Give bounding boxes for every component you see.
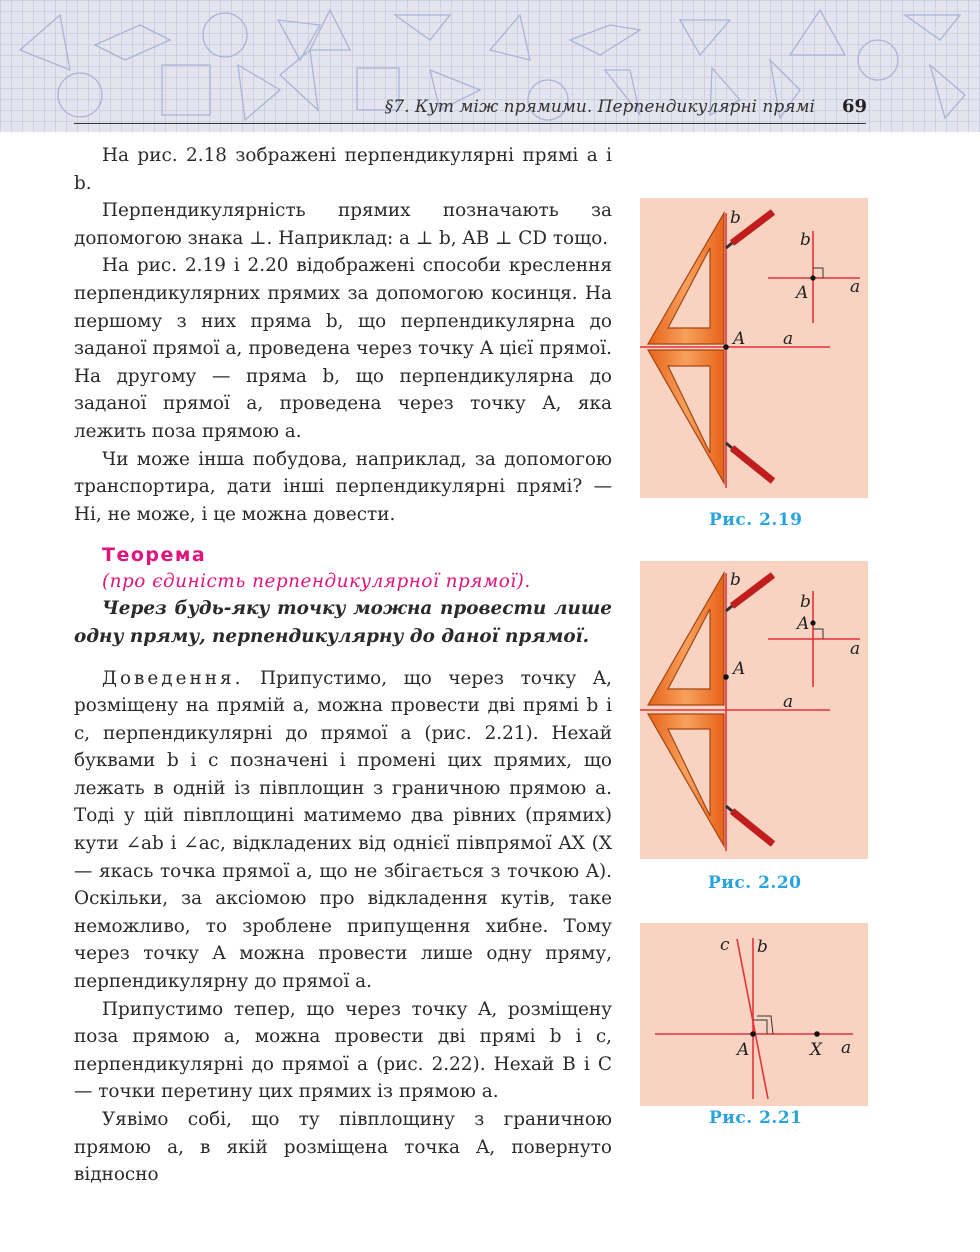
label-a: a [841, 1038, 852, 1058]
label-a: a [783, 692, 794, 712]
label-A: A [733, 329, 746, 349]
label-b: b [730, 570, 741, 590]
inset-label-A: A [796, 283, 809, 303]
theorem-subtitle: (про єдиність перпендикулярної прямої). [102, 571, 531, 593]
header-rule [74, 123, 866, 124]
running-head: §7. Кут між прямими. Перпендикулярні прямі [384, 97, 815, 117]
set-square-top [648, 213, 724, 344]
proof-text: Припустимо, що через точку A, розміщену на прямій a, можна провести дві прямі b і c, перпендикулярні до прямої a (рис. 2.21). Нехай буквами b і c позначені і промені цих прямих, що лежать в одній із півплощин з граничною прямою a. Тоді у цій півплощині матимемо два рівних (прямих) кути ∠ab і ∠ac, відкладених від однієї півпрямої AX (X — якась точка прямої a, що не збігається з точкою A). Оскільки, за аксіомою про відкладення кутів, таке неможливо, то зроблене припущення хибне. Тому через точку A можна провести лише одну пряму, перпендикулярну до прямої a. [74, 667, 612, 993]
label-X: X [810, 1040, 823, 1060]
figure-2-19-drawing [640, 198, 868, 498]
inset-point-A [810, 620, 815, 625]
inset-label-a: a [850, 639, 861, 659]
page-number: 69 [842, 96, 868, 117]
proof-paragraph [74, 665, 612, 996]
figure-2-19 [640, 198, 868, 498]
label-A: A [737, 1040, 750, 1060]
caption-fig-2-19: Рис. 2.19 [709, 510, 803, 530]
proof-paragraph: Уявімо собі, що ту півплощину з граничною прямою a, в якій розміщена точка A, повернуто відносно [74, 1109, 612, 1186]
point-A [750, 1031, 756, 1037]
pencil-icon [726, 806, 773, 844]
label-b: b [757, 937, 768, 957]
inset-label-a: a [850, 277, 861, 297]
set-square-top [648, 573, 724, 705]
theorem-title: Теорема [102, 544, 207, 567]
point-A [723, 674, 729, 680]
paragraph: Чи може інша побудова, наприклад, за допомогою транспортира, дати інші перпендикулярні прямі? — Ні, не може, і це можна довести. [74, 448, 612, 525]
proof-label: Доведення. [102, 667, 244, 689]
paragraph: На рис. 2.19 і 2.20 відображені способи креслення перпендикулярних прямих за допомогою косинця. На першому з них пряма b, що перпендикулярна до заданої прямої a, проведена через точку A цієї прямої. На другому — пряма b, що перпендикулярна до заданої прямої a, проведена через точку A, яка лежить поза прямою a. [74, 255, 612, 442]
set-square-bottom [648, 714, 724, 846]
main-text-column [74, 142, 612, 1189]
point-X [814, 1031, 820, 1037]
label-a: a [783, 329, 794, 349]
paragraph: На рис. 2.18 зображені перпендикулярні прямі a і b. [74, 145, 612, 194]
caption-fig-2-20: Рис. 2.20 [708, 873, 802, 893]
inset-point-A [810, 275, 815, 280]
figure-2-21 [640, 923, 868, 1106]
figure-2-20-drawing [640, 561, 868, 859]
figure-2-20 [640, 561, 868, 859]
figure-2-21-drawing [640, 923, 868, 1106]
spacer [74, 528, 612, 542]
label-b: b [730, 208, 741, 228]
spacer [74, 651, 612, 665]
right-angle-mark-c [757, 1016, 773, 1034]
caption-fig-2-21: Рис. 2.21 [709, 1108, 803, 1128]
right-angle-mark [813, 629, 823, 639]
inset-label-b: b [800, 230, 811, 250]
proof-paragraph: Припустимо тепер, що через точку A, розміщену поза прямою a, можна провести дві прямі b і c, перпендикулярні до прямої a (рис. 2.22). Нехай B і C — точки перетину цих прямих із прямою a. [74, 998, 612, 1103]
theorem-statement: Через будь-яку точку можна провести лише одну пряму, перпендикулярну до даної прямої. [74, 598, 612, 647]
point-A [723, 344, 729, 350]
inset-label-A: A [797, 614, 810, 634]
paragraph: Перпендикулярність прямих позначають за допомогою знака ⊥. Наприклад: a ⊥ b, AB ⊥ CD тощо. [74, 200, 612, 249]
label-c: c [720, 935, 730, 955]
label-A: A [733, 659, 746, 679]
pencil-icon [726, 443, 773, 481]
set-square-bottom [648, 350, 724, 483]
inset-label-b: b [800, 592, 811, 612]
